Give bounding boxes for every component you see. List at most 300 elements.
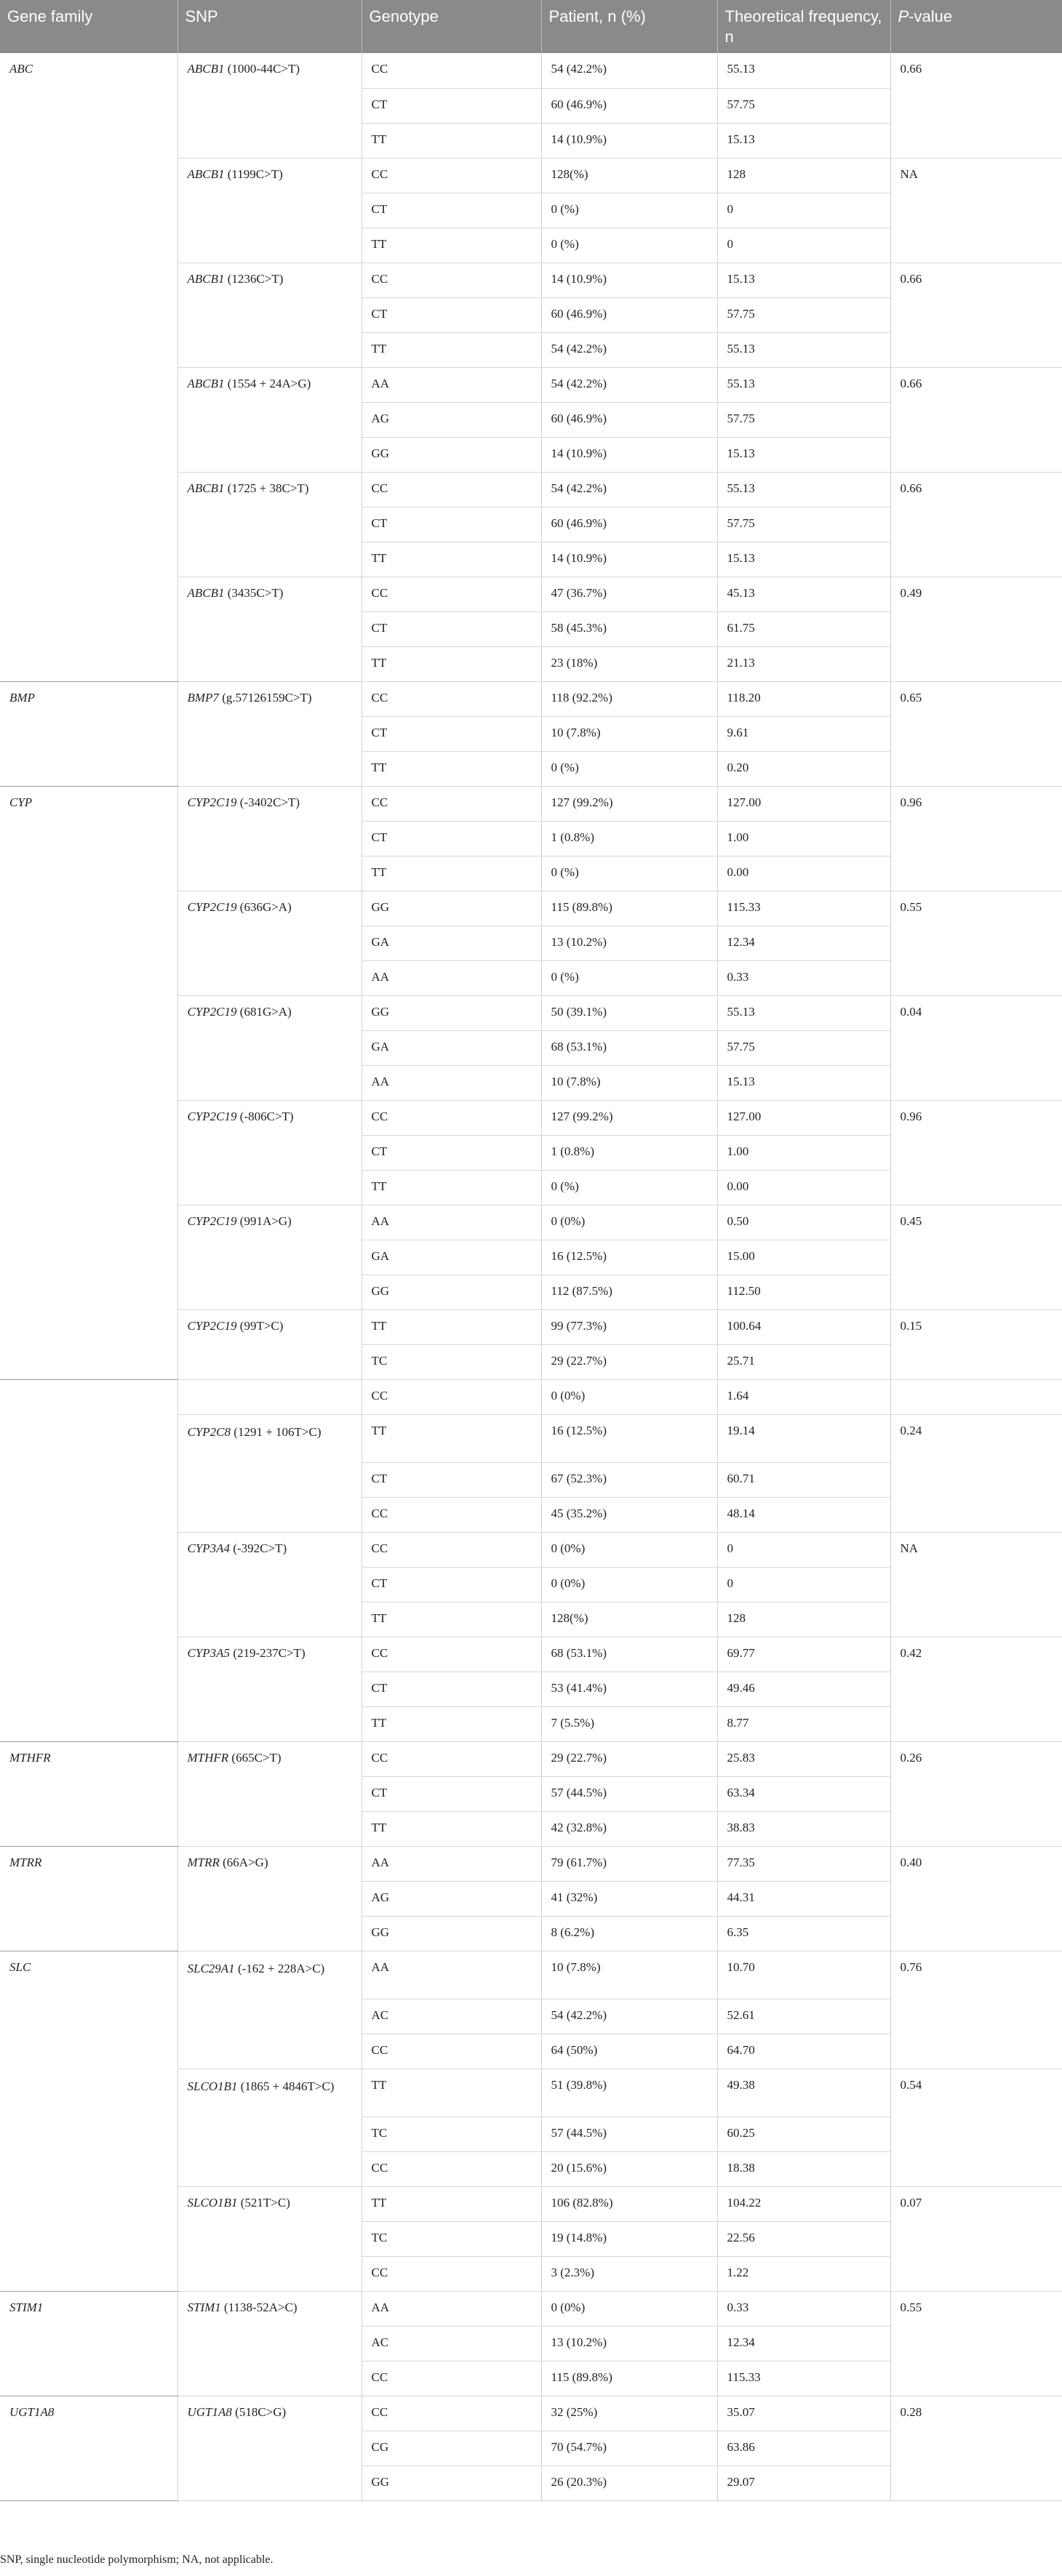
gene-family-cell: CYP: [0, 786, 177, 1379]
patient-count-cell: 1 (0.8%): [541, 1135, 717, 1170]
theoretical-frequency-cell: 12.34: [717, 926, 890, 960]
theoretical-frequency-cell: 0.33: [717, 960, 890, 995]
theoretical-frequency-cell: 45.13: [717, 577, 890, 611]
theoretical-frequency-cell: 49.46: [717, 1672, 890, 1706]
theoretical-frequency-cell: 15.13: [717, 262, 890, 297]
p-value-cell: 0.66: [890, 53, 1062, 158]
snp-cell: [177, 786, 362, 891]
genotype-cell: GG: [362, 2465, 541, 2500]
snp-variant: (1000-44C>T): [224, 62, 300, 76]
theoretical-frequency-cell: 52.61: [717, 1999, 890, 2034]
genotype-cell: CT: [362, 1567, 541, 1602]
patient-count-cell: 0 (0%): [541, 1205, 717, 1240]
theoretical-frequency-cell: 60.71: [717, 1462, 890, 1497]
snp-variant: (1865 + 4846T>C): [237, 2079, 335, 2093]
patient-count-cell: 128(%): [541, 158, 717, 193]
theoretical-frequency-cell: 115.33: [717, 2361, 890, 2396]
patient-count-cell: 60 (46.9%): [541, 402, 717, 437]
theoretical-frequency-cell: 29.07: [717, 2465, 890, 2500]
genotype-cell: GG: [362, 891, 541, 926]
theoretical-frequency-cell: 60.25: [717, 2116, 890, 2151]
patient-count-cell: 115 (89.8%): [541, 891, 717, 926]
theoretical-frequency-cell: 15.00: [717, 1240, 890, 1275]
patient-count-cell: 57 (44.5%): [541, 1776, 717, 1811]
patient-count-cell: 57 (44.5%): [541, 2116, 717, 2151]
genotype-cell: CC: [362, 53, 541, 88]
table-row: [0, 1951, 1062, 1999]
genotype-cell: TT: [362, 123, 541, 158]
patient-count-cell: 54 (42.2%): [541, 472, 717, 507]
snp-cell: [177, 472, 362, 577]
snp-gene: CYP2C19: [187, 1213, 237, 1228]
patient-count-cell: 79 (61.7%): [541, 1846, 717, 1881]
p-value-cell: 0.55: [890, 2291, 1062, 2396]
patient-count-cell: 54 (42.2%): [541, 53, 717, 88]
theoretical-frequency-cell: 10.70: [717, 1951, 890, 1999]
theoretical-frequency-cell: 15.13: [717, 437, 890, 472]
genotype-cell: TT: [362, 856, 541, 891]
patient-count-cell: 115 (89.8%): [541, 2361, 717, 2396]
snp-gene: CYP2C19: [187, 1004, 237, 1019]
genotype-cell: AC: [362, 2326, 541, 2361]
patient-count-cell: 14 (10.9%): [541, 262, 717, 297]
genotype-cell: CC: [362, 2256, 541, 2291]
snp-cell: [177, 1637, 362, 1741]
genotype-cell: CG: [362, 2431, 541, 2465]
snp-gene: ABCB1: [187, 62, 225, 76]
genotype-cell: GG: [362, 1916, 541, 1951]
snp-cell: [177, 1414, 362, 1532]
p-value-cell: 0.76: [890, 1951, 1062, 2069]
genotype-cell: CC: [362, 158, 541, 193]
genotype-cell: TT: [362, 2186, 541, 2221]
theoretical-frequency-cell: 1.22: [717, 2256, 890, 2291]
theoretical-frequency-cell: 6.35: [717, 1916, 890, 1951]
theoretical-frequency-cell: 112.50: [717, 1275, 890, 1309]
snp-cell: [177, 2069, 362, 2186]
patient-count-cell: 106 (82.8%): [541, 2186, 717, 2221]
genotype-cell: AA: [362, 1065, 541, 1100]
genotype-cell: CT: [362, 507, 541, 542]
theoretical-frequency-cell: 57.75: [717, 297, 890, 332]
p-value-cell: 0.49: [890, 577, 1062, 681]
header-genotype: Genotype: [362, 0, 541, 53]
patient-count-cell: 10 (7.8%): [541, 1065, 717, 1100]
theoretical-frequency-cell: 55.13: [717, 332, 890, 367]
theoretical-frequency-cell: 0.50: [717, 1205, 890, 1240]
table-row: [0, 53, 1062, 88]
table-row: [0, 1741, 1062, 1776]
patient-count-cell: 54 (42.2%): [541, 367, 717, 402]
patient-count-cell: 68 (53.1%): [541, 1637, 717, 1672]
genotype-cell: CT: [362, 88, 541, 123]
table-row: [0, 2396, 1062, 2431]
snp-cell: [177, 1309, 362, 1379]
genotype-cell: TT: [362, 1811, 541, 1846]
snp-gene: CYP2C8: [187, 1424, 231, 1439]
snp-cell: [177, 995, 362, 1100]
theoretical-frequency-cell: 0.00: [717, 856, 890, 891]
patient-count-cell: 60 (46.9%): [541, 507, 717, 542]
snp-gene: ABCB1: [187, 585, 225, 600]
snp-variant: (219-237C>T): [230, 1645, 306, 1660]
patient-count-cell: 13 (10.2%): [541, 2326, 717, 2361]
patient-count-cell: 0 (0%): [541, 1532, 717, 1567]
snp-variant: (-162 + 228A>C): [234, 1961, 325, 1975]
theoretical-frequency-cell: 57.75: [717, 88, 890, 123]
theoretical-frequency-cell: 0.00: [717, 1170, 890, 1205]
genotype-cell: CC: [362, 2361, 541, 2396]
snp-variant: (1554 + 24A>G): [224, 376, 311, 390]
theoretical-frequency-cell: 128: [717, 1602, 890, 1637]
theoretical-frequency-cell: 15.13: [717, 542, 890, 577]
genotype-cell: TT: [362, 332, 541, 367]
patient-count-cell: 42 (32.8%): [541, 1811, 717, 1846]
theoretical-frequency-cell: 1.64: [717, 1379, 890, 1414]
snp-cell: [177, 1100, 362, 1205]
patient-count-cell: 112 (87.5%): [541, 1275, 717, 1309]
patient-count-cell: 14 (10.9%): [541, 437, 717, 472]
genotype-cell: CC: [362, 786, 541, 821]
gene-family-cell: MTRR: [0, 1846, 177, 1951]
patient-count-cell: 26 (20.3%): [541, 2465, 717, 2500]
snp-gene: ABCB1: [187, 376, 225, 390]
genotype-cell: CT: [362, 1135, 541, 1170]
header-p-suffix: -value: [909, 7, 953, 25]
patient-count-cell: 19 (14.8%): [541, 2221, 717, 2256]
theoretical-frequency-cell: 0: [717, 228, 890, 262]
theoretical-frequency-cell: 69.77: [717, 1637, 890, 1672]
table-header: [0, 0, 1062, 53]
patient-count-cell: 127 (99.2%): [541, 786, 717, 821]
header-p-value: [890, 0, 1062, 53]
theoretical-frequency-cell: 127.00: [717, 786, 890, 821]
genotype-cell: CT: [362, 611, 541, 646]
patient-count-cell: 0 (%): [541, 751, 717, 786]
p-value-cell: 0.15: [890, 1309, 1062, 1379]
patient-count-cell: 127 (99.2%): [541, 1100, 717, 1135]
patient-count-cell: 51 (39.8%): [541, 2069, 717, 2116]
patient-count-cell: 0 (0%): [541, 1379, 717, 1414]
snp-gene: CYP2C19: [187, 1318, 237, 1333]
genotype-cell: TT: [362, 1309, 541, 1344]
snp-cell: [177, 1379, 362, 1414]
snp-variant: (3435C>T): [224, 585, 284, 600]
patient-count-cell: 23 (18%): [541, 646, 717, 681]
snp-variant: (1199C>T): [224, 166, 283, 181]
genotype-cell: CC: [362, 2034, 541, 2069]
genotype-cell: AA: [362, 1951, 541, 1999]
snp-variant: (-392C>T): [230, 1541, 287, 1555]
snp-gene: ABCB1: [187, 481, 225, 495]
genotype-cell: AC: [362, 1999, 541, 2034]
patient-count-cell: 60 (46.9%): [541, 88, 717, 123]
genotype-cell: CC: [362, 262, 541, 297]
theoretical-frequency-cell: 8.77: [717, 1706, 890, 1741]
genotype-cell: CT: [362, 297, 541, 332]
theoretical-frequency-cell: 9.61: [717, 716, 890, 751]
theoretical-frequency-cell: 57.75: [717, 507, 890, 542]
theoretical-frequency-cell: 64.70: [717, 2034, 890, 2069]
snp-gene: CYP2C19: [187, 795, 237, 809]
theoretical-frequency-cell: 55.13: [717, 367, 890, 402]
snp-cell: [177, 1205, 362, 1309]
genotype-cell: GA: [362, 1240, 541, 1275]
snp-variant: (1138-52A>C): [220, 2300, 298, 2314]
p-value-cell: 0.04: [890, 995, 1062, 1100]
theoretical-frequency-cell: 61.75: [717, 611, 890, 646]
header-gene-family: Gene family: [0, 0, 177, 53]
snp-gene: MTHFR: [187, 1750, 229, 1765]
patient-count-cell: 3 (2.3%): [541, 2256, 717, 2291]
theoretical-frequency-cell: 0.33: [717, 2291, 890, 2326]
patient-count-cell: 0 (%): [541, 1170, 717, 1205]
genotype-cell: AG: [362, 402, 541, 437]
theoretical-frequency-cell: 0: [717, 193, 890, 228]
patient-count-cell: 14 (10.9%): [541, 542, 717, 577]
p-value-cell: 0.66: [890, 262, 1062, 367]
theoretical-frequency-cell: 104.22: [717, 2186, 890, 2221]
patient-count-cell: 29 (22.7%): [541, 1344, 717, 1379]
table-row: [0, 681, 1062, 716]
p-value-cell: 0.07: [890, 2186, 1062, 2291]
patient-count-cell: 20 (15.6%): [541, 2151, 717, 2186]
patient-count-cell: 47 (36.7%): [541, 577, 717, 611]
patient-count-cell: 118 (92.2%): [541, 681, 717, 716]
genotype-cell: TT: [362, 646, 541, 681]
theoretical-frequency-cell: 63.34: [717, 1776, 890, 1811]
genotype-cell: GA: [362, 1030, 541, 1065]
snp-variant: (518C>G): [231, 2404, 287, 2419]
genotype-cell: CC: [362, 2396, 541, 2431]
patient-count-cell: 0 (%): [541, 960, 717, 995]
theoretical-frequency-cell: 44.31: [717, 1881, 890, 1916]
snp-gene: SLCO1B1: [187, 2195, 238, 2210]
patient-count-cell: 58 (45.3%): [541, 611, 717, 646]
theoretical-frequency-cell: 55.13: [717, 995, 890, 1030]
snp-gene: CYP2C19: [187, 899, 237, 914]
p-value-cell: NA: [890, 158, 1062, 262]
patient-count-cell: 32 (25%): [541, 2396, 717, 2431]
patient-count-cell: 41 (32%): [541, 1881, 717, 1916]
snp-gene: MTRR: [187, 1855, 220, 1869]
p-value-cell: 0.28: [890, 2396, 1062, 2500]
genotype-cell: CC: [362, 1100, 541, 1135]
snp-cell: [177, 2186, 362, 2291]
genotype-cell: CT: [362, 1672, 541, 1706]
p-value-cell: 0.66: [890, 367, 1062, 472]
theoretical-frequency-cell: 127.00: [717, 1100, 890, 1135]
genotype-cell: TT: [362, 751, 541, 786]
genotype-cell: CC: [362, 1637, 541, 1672]
theoretical-frequency-cell: 35.07: [717, 2396, 890, 2431]
snp-gene: CYP2C19: [187, 1109, 237, 1123]
genotype-cell: AA: [362, 960, 541, 995]
genotype-cell: CC: [362, 1741, 541, 1776]
patient-count-cell: 0 (%): [541, 228, 717, 262]
theoretical-frequency-cell: 19.14: [717, 1414, 890, 1462]
genotype-cell: TC: [362, 1344, 541, 1379]
genotype-cell: AA: [362, 2291, 541, 2326]
genotype-cell: CC: [362, 1497, 541, 1532]
snp-gene: SLCO1B1: [187, 2079, 238, 2093]
snp-cell: [177, 367, 362, 472]
p-value-cell: 0.65: [890, 681, 1062, 786]
genotype-cell: TT: [362, 1602, 541, 1637]
snp-variant: (-3402C>T): [236, 795, 300, 809]
theoretical-frequency-cell: 25.83: [717, 1741, 890, 1776]
patient-count-cell: 64 (50%): [541, 2034, 717, 2069]
snp-gene: CYP3A5: [187, 1645, 231, 1660]
p-value-cell: 0.66: [890, 472, 1062, 577]
genotype-cell: AG: [362, 1881, 541, 1916]
patient-count-cell: 60 (46.9%): [541, 297, 717, 332]
patient-count-cell: 16 (12.5%): [541, 1240, 717, 1275]
patient-count-cell: 0 (0%): [541, 1567, 717, 1602]
patient-count-cell: 45 (35.2%): [541, 1497, 717, 1532]
genotype-cell: AA: [362, 1846, 541, 1881]
genotype-cell: TC: [362, 2221, 541, 2256]
header-theoretical-frequency: Theoretical frequency, n: [717, 0, 890, 53]
snp-variant: (636G>A): [236, 899, 292, 914]
snp-variant: (681G>A): [236, 1004, 292, 1019]
p-value-cell: 0.24: [890, 1414, 1062, 1532]
p-value-cell: 0.55: [890, 891, 1062, 995]
table-footnote: SNP, single nucleotide polymorphism; NA, not applicable.: [0, 2553, 274, 2566]
patient-count-cell: 128(%): [541, 1602, 717, 1637]
genotype-cell: AA: [362, 367, 541, 402]
snp-gene: STIM1: [187, 2300, 221, 2314]
p-value-cell: 0.45: [890, 1205, 1062, 1309]
theoretical-frequency-cell: 0: [717, 1532, 890, 1567]
table-row: [0, 786, 1062, 821]
patient-count-cell: 14 (10.9%): [541, 123, 717, 158]
theoretical-frequency-cell: 38.83: [717, 1811, 890, 1846]
genotype-cell: CT: [362, 821, 541, 856]
snp-cell: [177, 2291, 362, 2396]
genotype-cell: GG: [362, 437, 541, 472]
theoretical-frequency-cell: 128: [717, 158, 890, 193]
genotype-cell: TT: [362, 1414, 541, 1462]
genotype-cell: CT: [362, 193, 541, 228]
genotype-cell: TC: [362, 2116, 541, 2151]
table-body: [0, 53, 1062, 2500]
genotype-cell: TT: [362, 228, 541, 262]
patient-count-cell: 50 (39.1%): [541, 995, 717, 1030]
theoretical-frequency-cell: 49.38: [717, 2069, 890, 2116]
snp-gene: ABCB1: [187, 271, 225, 286]
gene-family-cell: ABC: [0, 53, 177, 681]
snp-variant: (521T>C): [237, 2195, 290, 2210]
snp-gene: CYP3A4: [187, 1541, 231, 1555]
snp-cell: [177, 53, 362, 158]
patient-count-cell: 0 (%): [541, 193, 717, 228]
snp-variant: (991A>G): [236, 1213, 292, 1228]
genotype-cell: GG: [362, 995, 541, 1030]
genotype-cell: CC: [362, 1379, 541, 1414]
patient-count-cell: 0 (0%): [541, 2291, 717, 2326]
theoretical-frequency-cell: 63.86: [717, 2431, 890, 2465]
theoretical-frequency-cell: 15.13: [717, 123, 890, 158]
patient-count-cell: 67 (52.3%): [541, 1462, 717, 1497]
snp-variant: (1291 + 106T>C): [231, 1424, 322, 1439]
gene-family-cell: STIM1: [0, 2291, 177, 2396]
genotype-cell: TT: [362, 1170, 541, 1205]
snp-cell: [177, 158, 362, 262]
genotype-cell: TT: [362, 2069, 541, 2116]
snp-variant: (1236C>T): [224, 271, 284, 286]
genotype-cell: CC: [362, 2151, 541, 2186]
theoretical-frequency-cell: 0.20: [717, 751, 890, 786]
snp-variant: (66A>G): [219, 1855, 268, 1869]
snp-cell: [177, 1951, 362, 2069]
genotype-cell: CT: [362, 716, 541, 751]
patient-count-cell: 1 (0.8%): [541, 821, 717, 856]
table-row: [0, 1379, 1062, 1414]
patient-count-cell: 29 (22.7%): [541, 1741, 717, 1776]
patient-count-cell: 13 (10.2%): [541, 926, 717, 960]
genotype-cell: TT: [362, 1706, 541, 1741]
patient-count-cell: 53 (41.4%): [541, 1672, 717, 1706]
genotype-cell: TT: [362, 542, 541, 577]
patient-count-cell: 54 (42.2%): [541, 332, 717, 367]
theoretical-frequency-cell: 1.00: [717, 1135, 890, 1170]
genotype-cell: CT: [362, 1776, 541, 1811]
snp-cell: [177, 681, 362, 786]
snp-cell: [177, 1532, 362, 1637]
theoretical-frequency-cell: 0: [717, 1567, 890, 1602]
patient-count-cell: 8 (6.2%): [541, 1916, 717, 1951]
snp-cell: [177, 891, 362, 995]
patient-count-cell: 68 (53.1%): [541, 1030, 717, 1065]
snp-variant: (665C>T): [228, 1750, 282, 1765]
p-value-cell: [890, 1379, 1062, 1414]
theoretical-frequency-cell: 48.14: [717, 1497, 890, 1532]
snp-gene: SLC29A1: [187, 1961, 235, 1975]
patient-count-cell: 10 (7.8%): [541, 716, 717, 751]
header-snp: SNP: [177, 0, 362, 53]
gene-family-cell: BMP: [0, 681, 177, 786]
patient-count-cell: 7 (5.5%): [541, 1706, 717, 1741]
theoretical-frequency-cell: 21.13: [717, 646, 890, 681]
snp-cell: [177, 1846, 362, 1951]
genotype-cell: CC: [362, 577, 541, 611]
snp-cell: [177, 2396, 362, 2500]
gene-family-cell: UGT1A8: [0, 2396, 177, 2500]
p-value-cell: 0.96: [890, 786, 1062, 891]
p-value-cell: 0.40: [890, 1846, 1062, 1951]
theoretical-frequency-cell: 12.34: [717, 2326, 890, 2361]
snp-gene: UGT1A8: [187, 2404, 232, 2419]
theoretical-frequency-cell: 15.13: [717, 1065, 890, 1100]
snp-gene: BMP7: [187, 690, 219, 705]
genotype-cell: CC: [362, 472, 541, 507]
genotype-cell: GA: [362, 926, 541, 960]
patient-count-cell: 54 (42.2%): [541, 1999, 717, 2034]
theoretical-frequency-cell: 100.64: [717, 1309, 890, 1344]
theoretical-frequency-cell: 55.13: [717, 472, 890, 507]
gene-family-cell: SLC: [0, 1951, 177, 2291]
genotype-cell: AA: [362, 1205, 541, 1240]
genotype-cell: CT: [362, 1462, 541, 1497]
table-row: [0, 1846, 1062, 1881]
snp-gene: ABCB1: [187, 166, 225, 181]
genotype-cell: CC: [362, 681, 541, 716]
snp-cell: [177, 262, 362, 367]
patient-count-cell: 70 (54.7%): [541, 2431, 717, 2465]
p-value-cell: 0.96: [890, 1100, 1062, 1205]
snp-variant: (1725 + 38C>T): [224, 481, 309, 495]
